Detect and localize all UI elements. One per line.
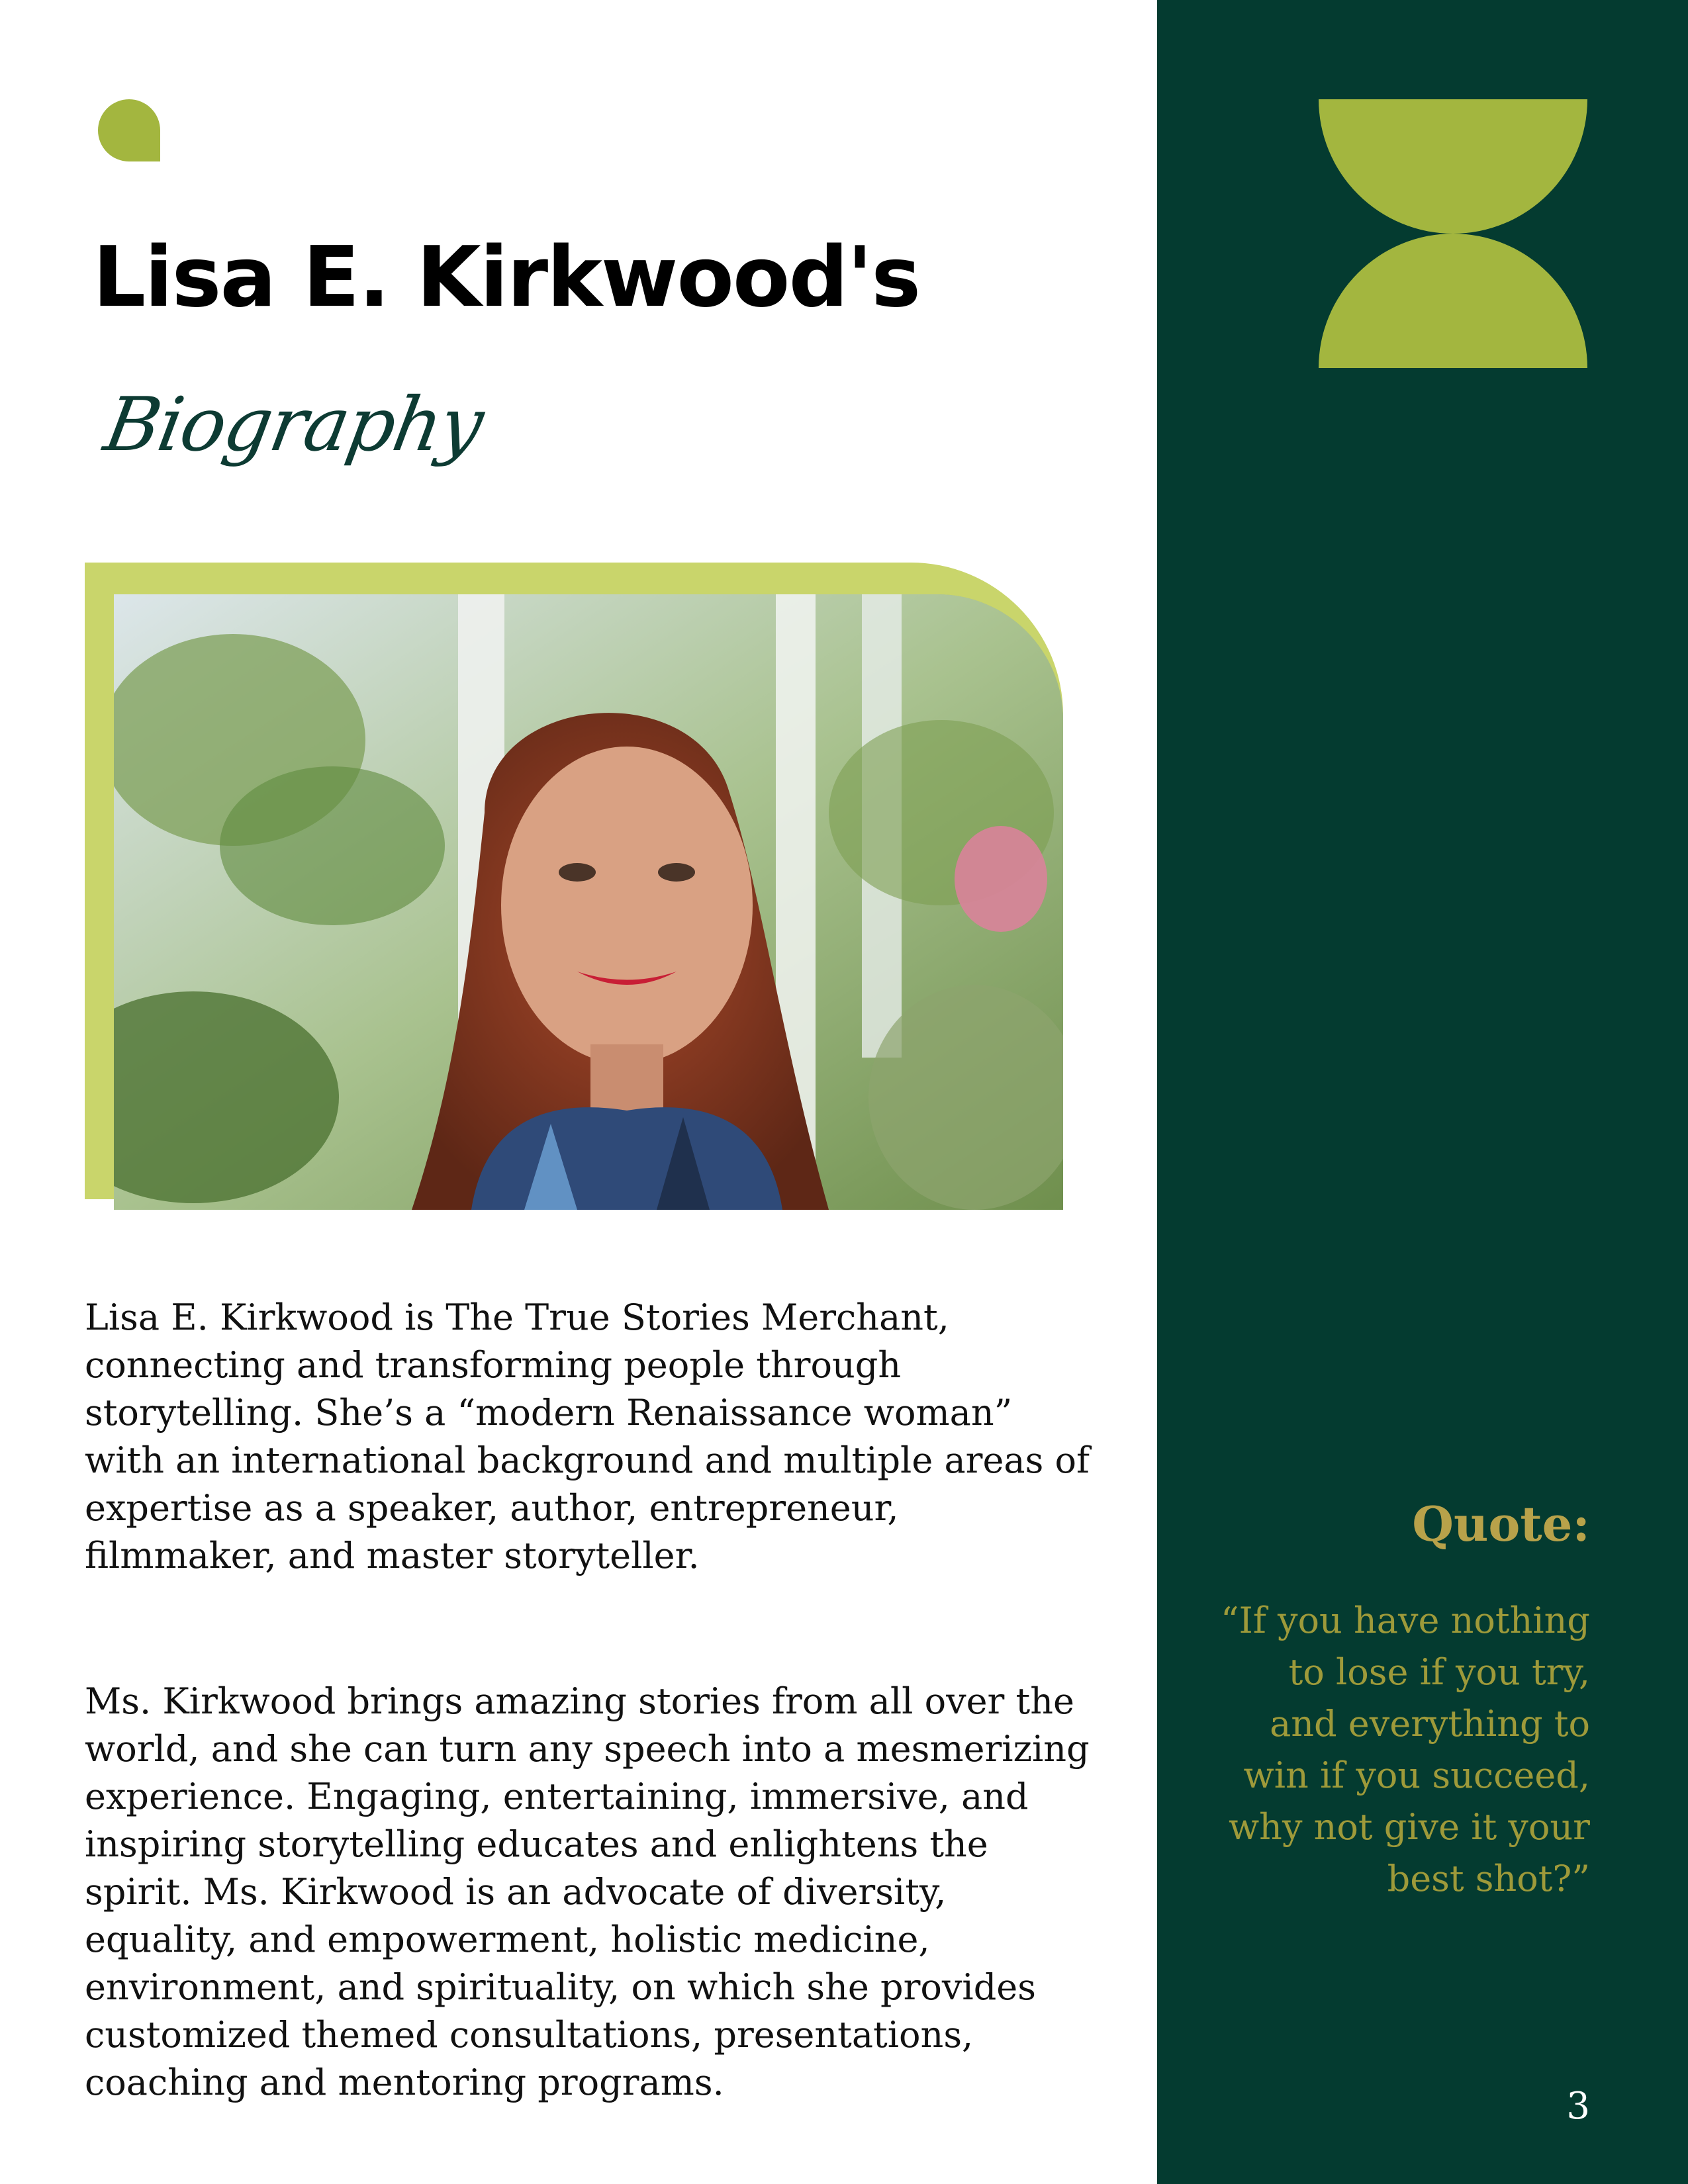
page-title: Lisa E. Kirkwood's bbox=[93, 228, 920, 326]
portrait-photo bbox=[114, 594, 1063, 1210]
bio-paragraph-1: Lisa E. Kirkwood is The True Stories Merchant, connecting and transforming people through storytelling. She’s a “modern Renaissance woman” with an international background and multiple areas of expertise as a speaker, author, entrepreneur, filmmaker, and master storyteller. bbox=[85, 1297, 1090, 1576]
page-number: 3 bbox=[1566, 2085, 1590, 2128]
decorative-leaf-dot bbox=[98, 99, 160, 161]
bio-paragraph-2: Ms. Kirkwood brings amazing stories from all over the world, and she can turn any speech into a mesmerizing experience. Engaging, entertaining, immersive, and inspiring storytelling educates and enlightens the spirit. Ms. Kirkwood is an advocate of diversity, equality, and empowerment, holistic medicine, environment, and spirituality, on which she provides customized themed consultations, presentations, coaching and mentoring programs. bbox=[85, 1680, 1090, 2103]
quote-text: “If you have nothing to lose if you try, and everything to win if you succeed, why not give it your best shot?” bbox=[1220, 1600, 1590, 1899]
page-subtitle: Biography bbox=[98, 382, 489, 468]
hourglass-shape-icon bbox=[1319, 99, 1587, 368]
portrait-illustration bbox=[114, 594, 1063, 1210]
quote-label: Quote: bbox=[1412, 1496, 1590, 1552]
